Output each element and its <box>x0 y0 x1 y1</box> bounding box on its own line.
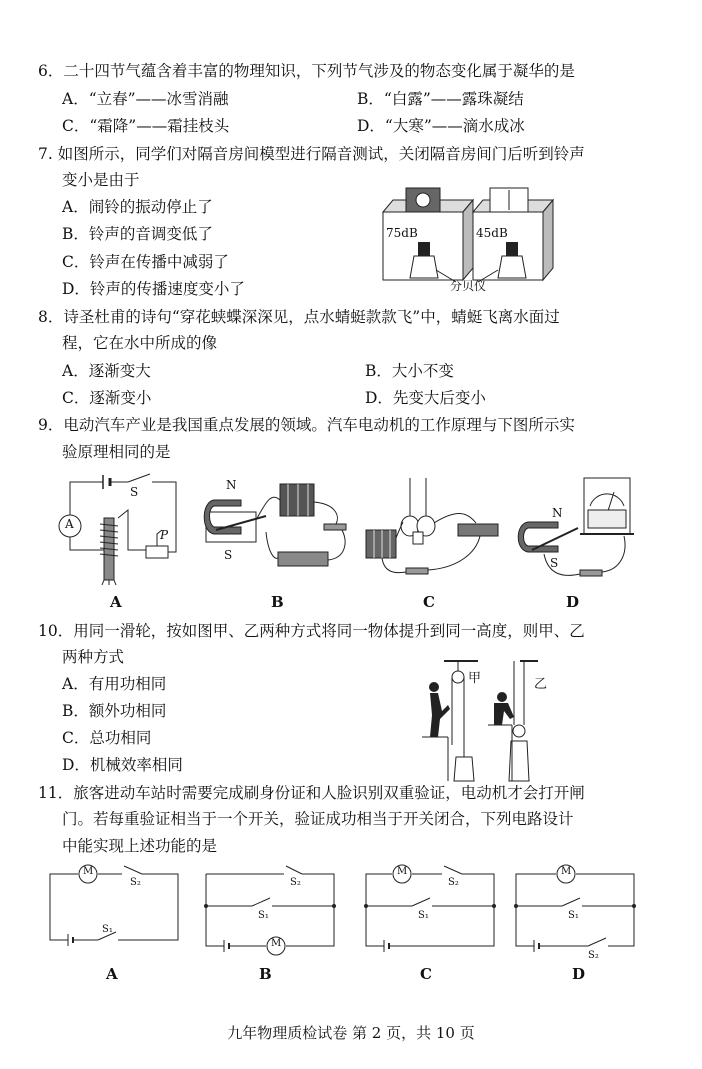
q11-caption-a: A <box>106 965 118 983</box>
q10-label-jia: 甲 <box>468 671 482 686</box>
q9-slider-label: P <box>160 528 169 542</box>
q8-option-a: A．逐渐变大 <box>62 362 151 380</box>
q7-right-reading: 45dB <box>476 226 508 240</box>
q7-soundproof-figure <box>378 182 568 294</box>
q11-circuit-b <box>202 860 342 956</box>
q10-label-yi: 乙 <box>534 677 548 692</box>
q11-d-s1-label: S₁ <box>568 910 579 921</box>
q7-option-b: B．铃声的音调变低了 <box>62 225 213 243</box>
q11-b-s1-label: S₁ <box>258 910 269 921</box>
q8-option-b: B．大小不变 <box>365 362 454 380</box>
q6-option-c: C．“霜降”——霜挂枝头 <box>62 117 230 135</box>
q9-caption-d: D <box>566 593 580 611</box>
q11-b-s2-label: S₂ <box>290 877 301 888</box>
q11-circuit-c <box>362 860 502 956</box>
q11-stem-line1: 11．旅客进动车站时需要完成刷身份证和人脸识别双重验证，电动机才会打开闸 <box>38 784 585 802</box>
q9-figure-d-generator <box>510 470 650 588</box>
q7-stem-line1: 7. 如图所示，同学们对隔音房间模型进行隔音测试，关闭隔音房间门后听到铃声 <box>38 145 585 163</box>
q9-caption-a: A <box>110 593 122 611</box>
q10-option-a: A．有用功相同 <box>62 675 167 693</box>
q7-option-d: D．铃声的传播速度变小了 <box>62 280 245 298</box>
q6-option-d: D．“大寒”——滴水成冰 <box>357 117 525 135</box>
q10-stem-line2: 两种方式 <box>62 648 125 666</box>
q9-figure-a-electromagnet <box>48 470 188 585</box>
q11-d-motor-label: M <box>561 866 572 877</box>
q8-option-c: C．逐渐变小 <box>62 389 152 407</box>
q7-option-c: C．铃声在传播中减弱了 <box>62 253 229 271</box>
q9-ammeter-label: A <box>65 517 74 531</box>
q11-a-s1-label: S₁ <box>102 924 113 935</box>
q11-caption-c: C <box>420 965 432 983</box>
q9-b-north-label: N <box>226 478 237 492</box>
q10-option-b: B．额外功相同 <box>62 702 167 720</box>
q6-option-a: A．“立春”——冰雪消融 <box>62 90 229 108</box>
q9-figure-c-electrolysis <box>358 468 508 586</box>
q11-stem-line3: 中能实现上述功能的是 <box>62 837 218 855</box>
q11-stem-line2: 门。若每重验证相当于一个开关，验证成功相当于开关闭合，下列电路设计 <box>62 810 574 828</box>
q10-pulley-figure <box>418 655 578 785</box>
q10-option-c: C．总功相同 <box>62 729 152 747</box>
q9-caption-c: C <box>423 593 435 611</box>
q11-d-s2-label: S₂ <box>588 950 599 961</box>
q7-option-a: A．闹铃的振动停止了 <box>62 198 213 216</box>
q6-option-b: B．“白露”——露珠凝结 <box>357 90 524 108</box>
q6-stem: 6．二十四节气蕴含着丰富的物理知识，下列节气涉及的物态变化属于凝华的是 <box>38 62 575 80</box>
q11-b-motor-label: M <box>271 938 282 949</box>
q9-stem-line2: 验原理相同的是 <box>62 443 171 461</box>
q7-left-reading: 75dB <box>386 226 418 240</box>
q9-d-north-label: N <box>552 506 563 520</box>
q11-c-s2-label: S₂ <box>448 877 459 888</box>
q7-stem-line2: 变小是由于 <box>62 171 140 189</box>
q11-caption-b: B <box>259 965 272 983</box>
q9-b-south-label: S <box>224 548 233 562</box>
q8-stem-line2: 程，它在水中所成的像 <box>62 334 218 352</box>
q11-circuit-a <box>46 860 186 950</box>
page-footer: 九年物理质检试卷 第 2 页，共 10 页 <box>227 1024 475 1042</box>
q8-stem-line1: 8．诗圣杜甫的诗句“穿花蛱蝶深深见，点水蜻蜓款款飞”中，蜻蜓飞离水面过 <box>38 308 560 326</box>
q9-d-south-label: S <box>550 556 559 570</box>
q11-c-motor-label: M <box>397 866 408 877</box>
q8-option-d: D．先变大后变小 <box>365 389 486 407</box>
q11-circuit-d <box>512 860 652 961</box>
q11-a-s2-label: S₂ <box>130 877 141 888</box>
q11-c-s1-label: S₁ <box>418 910 429 921</box>
q11-a-motor-label: M <box>83 866 94 877</box>
q11-caption-d: D <box>572 965 586 983</box>
q9-figure-b-motor-principle <box>196 472 356 587</box>
q7-decibel-meter-label: 分贝仪 <box>450 279 487 293</box>
q9-stem-line1: 9．电动汽车产业是我国重点发展的领域。汽车电动机的工作原理与下图所示实 <box>38 416 575 434</box>
q10-option-d: D．机械效率相同 <box>62 756 183 774</box>
q10-stem-line1: 10．用同一滑轮，按如图甲、乙两种方式将同一物体提升到同一高度，则甲、乙 <box>38 622 585 640</box>
q9-switch-label: S <box>130 485 139 499</box>
q9-caption-b: B <box>271 593 284 611</box>
